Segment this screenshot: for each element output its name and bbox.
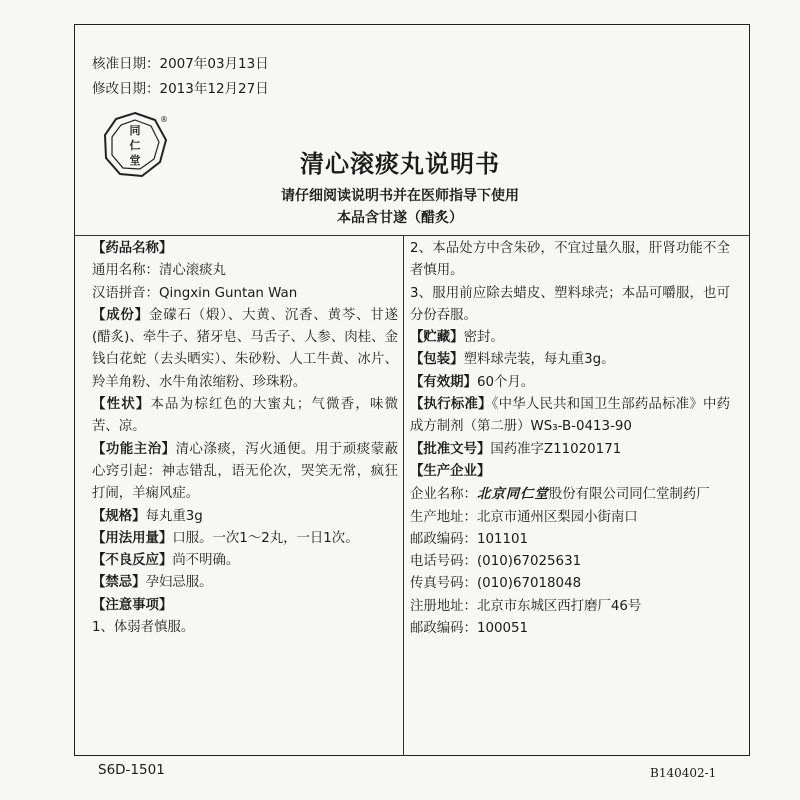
validity-section [410,372,730,394]
usage-section [92,528,398,550]
ingredients-section [92,305,398,394]
approval-section [410,439,730,461]
section-heading-drug-name: 【药品名称】 [92,241,173,256]
adverse-section [92,550,398,572]
page-title: 清心滚痰丸说明书 [300,150,500,178]
section-heading-contraindications: 【禁忌】 [92,575,146,591]
left-column [92,238,398,639]
storage-text: 密封。 [463,330,504,346]
postcode-production: 邮政编码：101101 [410,531,529,547]
usage-text: 口服。一次1～2丸，一日1次。 [172,530,359,546]
precaution-1: 1、体弱者慎服。 [92,620,195,636]
phone-number: 电话号码：(010)67025631 [410,554,582,570]
divider-vertical [403,235,404,756]
section-heading-indications: 【功能主治】 [92,441,176,457]
page-subtitle: 请仔细阅读说明书并在医师指导下使用 [281,188,519,204]
section-heading-package: 【包装】 [410,352,464,368]
divider-horizontal [74,235,750,236]
standard-text: 《中华人民共和国卫生部药品标准》中药成方制剂（第二册）WS₃-B-0413-90 [410,397,730,435]
package-section [410,349,730,371]
section-heading-adverse: 【不良反应】 [92,553,173,569]
spec-text: 每丸重3g [145,508,203,524]
adverse-text: 尚不明确。 [172,553,240,569]
production-address: 生产地址：北京市通州区梨园小街南口 [410,509,638,525]
character-section [92,394,398,439]
ingredients-text: 金礞石（煅）、大黄、沉香、黄芩、甘遂(醋炙)、牵牛子、猪牙皂、马舌子、人参、肉桂、金钱白花蛇（去头晒实）、朱砂粉、人工牛黄、冰片、羚羊角粉、水牛角浓缩粉、珍珠粉。 [92,307,398,390]
section-heading-ingredients: 【成份】 [92,307,150,323]
indications-section [92,439,398,506]
validity-text: 60个月。 [476,374,535,390]
logo-char-3: 堂 [129,154,141,167]
postcode-registered: 邮政编码：100051 [410,621,529,637]
precaution-2: 2、本品处方中含朱砂，不宜过量久服，肝肾功能不全者慎用。 [410,241,730,279]
standard-section [410,394,730,439]
company-name-rest: 股份有限公司同仁堂制药厂 [548,487,710,503]
contra-text: 孕妇忌服。 [145,575,213,591]
print-code-left: S6D-1501 [98,762,165,778]
section-heading-character: 【性状】 [92,397,151,413]
company-label: 企业名称： [410,487,477,503]
logo-char-2: 仁 [129,139,141,152]
storage-section [410,327,730,349]
pinyin-name: 汉语拼音：Qingxin Guntan Wan [92,285,298,301]
company-brand-calligraphy: 北京同仁堂 [476,486,549,503]
fax-number: 传真号码：(010)67018048 [410,576,582,592]
section-heading-spec: 【规格】 [92,508,146,524]
generic-name: 通用名称：清心滚痰丸 [92,263,226,279]
spec-section [92,506,398,528]
ingredient-note: 本品含甘遂（醋炙） [337,210,463,226]
revision-date: 修改日期：2013年12月27日 [92,81,269,97]
section-heading-company: 【生产企业】 [410,463,491,479]
registered-address: 注册地址：北京市东城区西打磨厂46号 [410,598,642,614]
registered-mark: ® [160,115,168,124]
section-heading-standard: 【执行标准】 [410,397,492,413]
section-heading-storage: 【贮藏】 [410,330,464,346]
print-code-right: B140402-1 [650,766,717,780]
indications-text: 清心涤痰，泻火通便。用于顽痰蒙蔽心窍引起：神志错乱，语无伦次，哭笑无常，疯狂打闹，羊痫风症。 [92,441,399,502]
right-column [410,238,730,640]
section-heading-validity: 【有效期】 [410,374,477,390]
approval-date: 核准日期：2007年03月13日 [92,56,269,72]
logo-char-1: 同 [129,124,141,137]
approval-text: 国药准字Z11020171 [490,441,622,457]
company-name [410,483,730,506]
section-heading-usage: 【用法用量】 [92,530,173,546]
package-text: 塑料球壳装，每丸重3g。 [463,352,615,368]
section-heading-approval: 【批准文号】 [410,441,491,457]
character-text: 本品为棕红色的大蜜丸；气微香，味微苦、凉。 [92,397,399,435]
precaution-3: 3、服用前应除去蜡皮、塑料球壳；本品可嚼服，也可分份吞服。 [410,285,730,323]
section-heading-precautions: 【注意事项】 [92,597,173,613]
contra-section [92,572,398,594]
